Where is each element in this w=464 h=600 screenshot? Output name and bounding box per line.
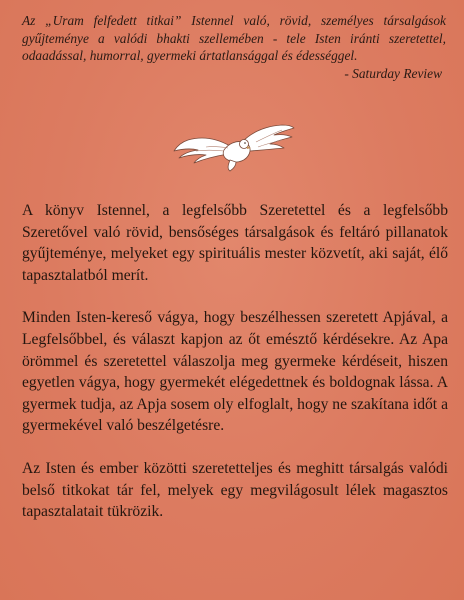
description-paragraph-2: Minden Isten-kereső vágya, hogy beszélhessen szeretett Apjával, a Legfelsőbbel, és választ kapjon az őt emésztő kérdésekre. Az Apa örömmel és szeretettel válaszolja meg gyermeke kérdéseit, hiszen egyetlen vágya, hogy gyermekét elégedettnek és boldognak lássa. A gyermek tudja, az Apja sosem oly elfoglalt, hogy ne szakítana időt a gyermekével való beszélgetésre. [22, 309, 448, 435]
description-paragraph-1: A könyv Istennel, a legfelsőbb Szeretettel és a legfelsőbb Szeretővel való rövid, bensőséges társalgások és feltáró pillanatok gyűjteménye, melyeket egy spirituális mester közvetít, aki saját, élő tapasztalatból merít. [22, 202, 448, 284]
review-quote [22, 12, 446, 82]
review-quote-text: Az „Uram felfedett titkai” Istennel való, rövid, személyes társalgások gyűjteménye a valódi bhakti szellemében - tele Isten iránti szeretettel, odaadással, humorral, gyermeki ártatlansággal és édességgel. [22, 13, 446, 64]
description [22, 200, 448, 544]
description-paragraph-3: Az Isten és ember közötti szeretetteljes és meghitt társalgás valódi belső titkokat tár fel, melyek egy megvilágosult lélek magasztos tapasztalatait tükrözik. [22, 459, 448, 521]
dove-icon [172, 120, 296, 172]
review-quote-source: - Saturday Review [344, 65, 442, 81]
